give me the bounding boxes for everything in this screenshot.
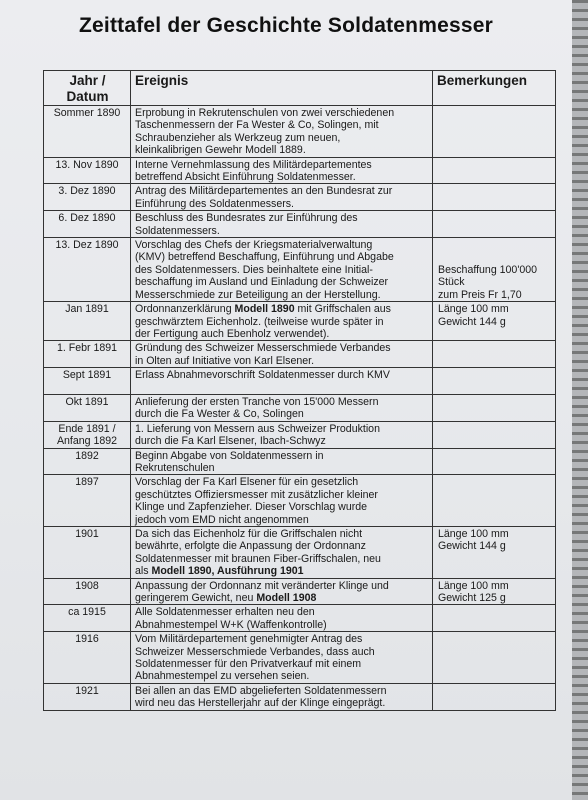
event-text: kleinkalibrigen Gewehr Modell 1889.: [135, 144, 306, 157]
cell-event: [131, 238, 433, 302]
event-text: Vorschlag des Chefs der Kriegsmaterialverwaltung: [135, 239, 373, 252]
cell-event: [131, 157, 433, 184]
cell-date: [44, 527, 131, 579]
date-line: 3. Dez 1890: [58, 185, 116, 198]
event-text: mit Griffschalen aus: [294, 303, 391, 316]
cell-date: [44, 341, 131, 368]
cell-date: [44, 157, 131, 184]
event-emphasis: Modell 1890: [234, 303, 295, 316]
header-event: Ereignis: [131, 71, 433, 106]
event-text: Soldatenmesser für den Privatverkauf mit einem: [135, 658, 362, 671]
date-line: Anfang 1892: [56, 435, 118, 448]
cell-remarks: [433, 632, 556, 684]
remark-line: Beschaffung 100'000: [438, 263, 538, 276]
table-row: [44, 475, 556, 527]
header-remarks: Bemerkungen: [433, 71, 556, 106]
event-text: Taschenmessern der Fa Wester & Co, Solingen, mit: [135, 119, 379, 132]
event-text: jedoch vom EMD nicht angenommen: [135, 513, 309, 526]
date-line: 1892: [75, 449, 99, 462]
cell-event: [131, 184, 433, 211]
event-text: 1. Lieferung von Messern aus Schweizer Produktion: [135, 422, 380, 435]
remark-line: Gewicht 144 g: [438, 540, 506, 553]
event-text: Schraubenzieher als Werkzeug zum neuen,: [135, 131, 341, 144]
remark-line: Gewicht 125 g: [438, 592, 506, 605]
event-text: Erlass Abnahmevorschrift Soldatenmesser durch KMV: [135, 369, 390, 382]
cell-remarks: [433, 302, 556, 341]
cell-event: [131, 421, 433, 448]
cell-event: [131, 448, 433, 475]
header-date-line-2: Datum: [66, 89, 109, 104]
event-emphasis: Modell 1908: [256, 592, 317, 605]
cell-date: [44, 368, 131, 395]
event-text: als: [135, 565, 152, 578]
event-text: wird neu das Herstellerjahr auf der Klinge eingeprägt.: [135, 697, 386, 710]
table-header-row: [44, 71, 556, 106]
table-row: [44, 578, 556, 605]
timeline-table: [43, 70, 556, 711]
cell-remarks: [433, 578, 556, 605]
date-line: Jan 1891: [65, 303, 109, 316]
event-text: durch die Fa Wester & Co, Solingen: [135, 408, 304, 421]
cell-event: [131, 341, 433, 368]
cell-remarks: [433, 157, 556, 184]
event-text: des Soldatenmessers. Dies beinhaltete eine Initial-: [135, 263, 373, 276]
table-row: [44, 211, 556, 238]
cell-remarks: [433, 448, 556, 475]
event-text: Abnahmestempel zu versehen seien.: [135, 670, 310, 683]
event-text: geringerem Gewicht, neu: [135, 592, 257, 605]
date-line: 6. Dez 1890: [58, 212, 116, 225]
event-text: in Olten auf Initiative von Karl Elsener.: [135, 354, 315, 367]
table-row: [44, 683, 556, 710]
event-text: Beginn Abgabe von Soldatenmessern in: [135, 449, 324, 462]
event-text: Antrag des Militärdepartementes an den Bundesrat zur: [135, 185, 393, 198]
remark-line: Stück: [438, 276, 465, 289]
event-text: beschaffung im Ausland und Einladung der Schweizer: [135, 276, 389, 289]
event-text: Bei allen an das EMD abgelieferten Soldatenmessern: [135, 684, 387, 697]
cell-event: [131, 211, 433, 238]
cell-event: [131, 368, 433, 395]
event-text: Interne Vernehmlassung des Militärdepartementes: [135, 158, 372, 171]
event-text: Gründung des Schweizer Messerschmiede Verbandes: [135, 342, 391, 355]
remark-line: Gewicht 144 g: [438, 315, 506, 328]
cell-remarks: [433, 475, 556, 527]
event-text: geschwärztem Eichenholz. (teilweise wurde später in: [135, 315, 384, 328]
event-text: Da sich das Eichenholz für die Griffschalen nicht: [135, 528, 363, 540]
table-row: [44, 632, 556, 684]
cell-date: [44, 238, 131, 302]
event-text: der Fertigung auch Ebenholz verwendet).: [135, 327, 330, 340]
remark-line: Länge 100 mm: [438, 303, 509, 316]
cell-date: [44, 683, 131, 710]
date-line: Ende 1891 /: [58, 422, 116, 435]
cell-date: [44, 605, 131, 632]
event-text: Vorschlag der Fa Karl Elsener für ein gesetzlich: [135, 476, 359, 489]
event-text: Beschluss des Bundesrates zur Einführung des: [135, 212, 358, 225]
cell-event: [131, 578, 433, 605]
event-text: durch die Fa Karl Elsener, Ibach-Schwyz: [135, 435, 326, 448]
date-line: Sommer 1890: [53, 107, 121, 119]
table-row: [44, 238, 556, 302]
remark-line: Länge 100 mm: [438, 579, 509, 592]
event-text: (KMV) betreffend Beschaffung, Einführung und Abgabe: [135, 251, 394, 264]
event-text: bewährte, erfolgte die Anpassung der Ordonnanz: [135, 540, 366, 553]
event-text: Abnahmestempel W+K (Waffenkontrolle): [135, 618, 327, 631]
date-line: Sept 1891: [62, 369, 112, 382]
cell-date: [44, 578, 131, 605]
event-text: Erprobung in Rekrutenschulen von zwei verschiedenen: [135, 107, 395, 119]
event-text: Anpassung der Ordonnanz mit veränderter Klinge und: [135, 579, 389, 592]
cell-event: [131, 106, 433, 158]
cell-remarks: [433, 106, 556, 158]
cell-date: [44, 106, 131, 158]
table-row: [44, 157, 556, 184]
header-date: [44, 71, 131, 106]
cell-remarks: [433, 184, 556, 211]
page-title: Zeittafel der Geschichte Soldatenmesser: [79, 14, 493, 37]
remark-line: zum Preis Fr 1,70: [438, 288, 522, 301]
cell-remarks: [433, 368, 556, 395]
table-row: [44, 394, 556, 421]
cell-date: [44, 632, 131, 684]
cell-event: [131, 302, 433, 341]
cell-remarks: [433, 683, 556, 710]
remark-line: [438, 239, 441, 251]
event-emphasis: Modell 1890, Ausführung 1901: [151, 565, 304, 578]
event-text: Anlieferung der ersten Tranche von 15'000 Messern: [135, 395, 379, 408]
table-row: [44, 368, 556, 395]
cell-event: [131, 527, 433, 579]
date-line: 1901: [75, 528, 99, 540]
event-text: Soldatenmessers.: [135, 224, 220, 237]
event-text: [135, 382, 138, 394]
date-line: Okt 1891: [65, 395, 109, 408]
table-row: [44, 302, 556, 341]
cell-remarks: [433, 527, 556, 579]
event-text: Ordonnanzerklärung: [135, 303, 235, 316]
event-text: Einführung des Soldatenmessers.: [135, 197, 294, 210]
cell-date: [44, 421, 131, 448]
event-text: Alle Soldatenmesser erhalten neu den: [135, 606, 315, 619]
cell-remarks: [433, 605, 556, 632]
table-row: [44, 527, 556, 579]
table-row: [44, 184, 556, 211]
cell-event: [131, 605, 433, 632]
event-text: Rekrutenschulen: [135, 461, 215, 474]
date-line: 1916: [75, 633, 99, 646]
table-row: [44, 421, 556, 448]
cell-remarks: [433, 394, 556, 421]
table-row: [44, 605, 556, 632]
cell-date: [44, 475, 131, 527]
remark-line: [438, 251, 441, 263]
cell-remarks: [433, 211, 556, 238]
cell-event: [131, 632, 433, 684]
table-row: [44, 106, 556, 158]
event-text: Messerschmiede zur Beteiligung an der Herstellung.: [135, 288, 381, 301]
cell-event: [131, 394, 433, 421]
cell-date: [44, 394, 131, 421]
date-line: 1. Febr 1891: [56, 342, 118, 355]
date-line: 13. Dez 1890: [55, 239, 119, 252]
cell-event: [131, 475, 433, 527]
event-text: Klinge und Zapfenzieher. Dieser Vorschlag wurde: [135, 501, 368, 514]
cell-date: [44, 184, 131, 211]
cell-remarks: [433, 421, 556, 448]
binder-edge: [572, 0, 588, 800]
date-line: 1908: [75, 579, 99, 592]
date-line: 1897: [75, 476, 99, 489]
cell-remarks: [433, 341, 556, 368]
cell-event: [131, 683, 433, 710]
date-line: ca 1915: [68, 606, 106, 619]
event-text: betreffend Absicht Einführung Soldatenmesser.: [135, 171, 356, 184]
cell-remarks: [433, 238, 556, 302]
date-line: 1921: [75, 684, 99, 697]
table-row: [44, 341, 556, 368]
event-text: Soldatenmesser mit braunen Fiber-Griffschalen, neu: [135, 552, 381, 565]
event-text: Schweizer Messerschmiede Verbandes, dass auch: [135, 645, 375, 658]
date-line: 13. Nov 1890: [55, 158, 119, 171]
remark-line: Länge 100 mm: [438, 528, 509, 540]
cell-date: [44, 302, 131, 341]
table-row: [44, 448, 556, 475]
header-date-line-1: Jahr /: [69, 73, 106, 88]
event-text: Vom Militärdepartement genehmigter Antrag des: [135, 633, 363, 646]
event-text: geschütztes Offiziersmesser mit zusätzlicher kleiner: [135, 488, 378, 501]
cell-date: [44, 448, 131, 475]
cell-date: [44, 211, 131, 238]
